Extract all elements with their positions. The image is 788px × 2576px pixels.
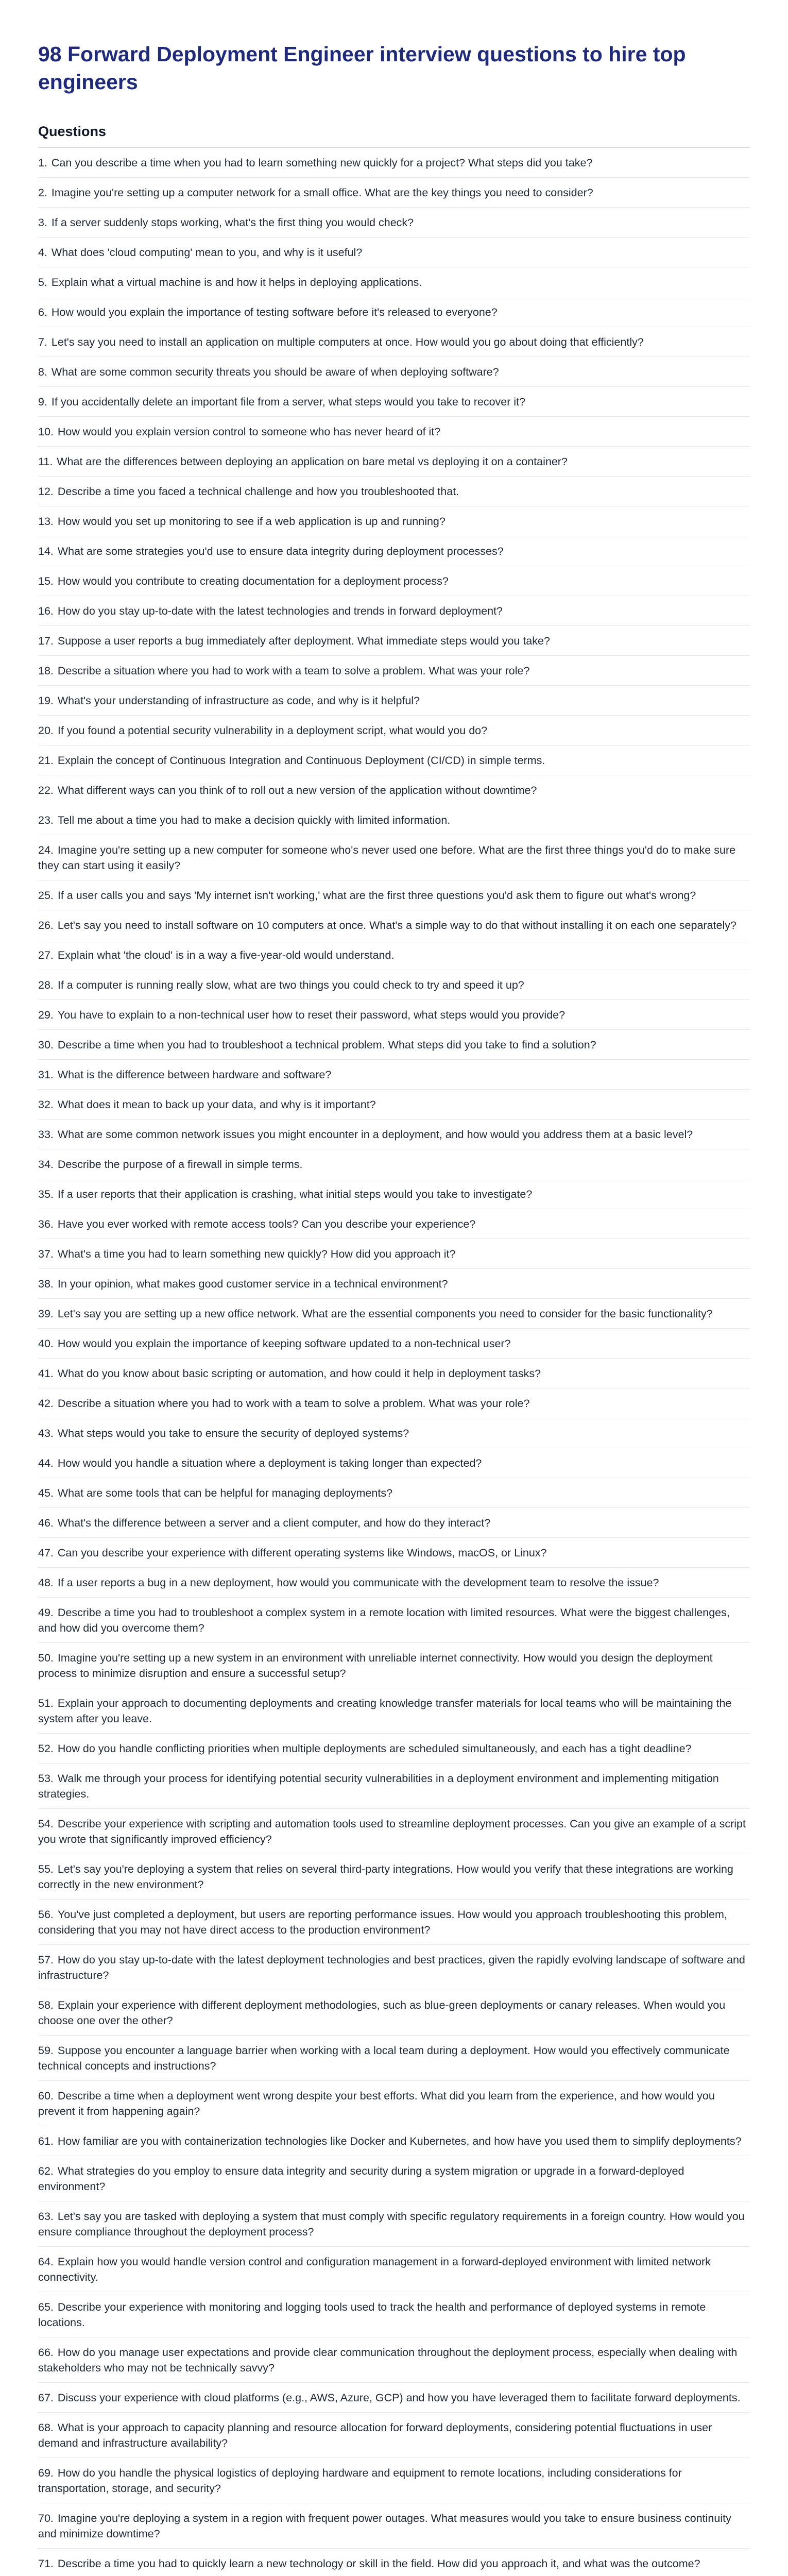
question-text: How would you explain version control to someone who has never heard of it? bbox=[57, 426, 441, 438]
question-text: Describe your experience with scripting and automation tools used to streamline deployment processes. Can you give an example of a script you wrote that significantly improved efficiency? bbox=[38, 1818, 746, 1845]
question-number: 32. bbox=[38, 1098, 57, 1111]
question-number: 2. bbox=[38, 187, 50, 199]
question-number: 22. bbox=[38, 784, 57, 796]
question-number: 28. bbox=[38, 979, 57, 991]
question-item bbox=[38, 2549, 750, 2576]
question-text: Imagine you're setting up a new system in an environment with unreliable internet connectivity. How would you design the deployment process to minimize disruption and ensure a successful setup? bbox=[38, 1652, 713, 1680]
question-item bbox=[38, 1120, 750, 1149]
question-text: If a user calls you and says 'My internet isn't working,' what are the first three questions you'd ask them to figure out what's wrong? bbox=[57, 889, 696, 902]
question-item bbox=[38, 148, 750, 178]
question-text: What strategies do you employ to ensure data integrity and security during a system migration or upgrade in a forward-deployed environment? bbox=[38, 2165, 684, 2193]
question-text: You have to explain to a non-technical user how to reset their password, what steps would you provide? bbox=[57, 1009, 566, 1021]
question-item bbox=[38, 2201, 750, 2247]
question-text: How familiar are you with containerization technologies like Docker and Kubernetes, and how have you used them to simplify deployments? bbox=[57, 2135, 742, 2147]
question-item bbox=[38, 2156, 750, 2201]
question-text: Let's say you're deploying a system that relies on several third-party integrations. How would you verify that these integrations are working correctly in the new environment? bbox=[38, 1863, 733, 1891]
question-number: 37. bbox=[38, 1248, 57, 1260]
question-item bbox=[38, 1359, 750, 1388]
question-item bbox=[38, 656, 750, 686]
question-number: 64. bbox=[38, 2256, 57, 2268]
question-text: What do you know about basic scripting or automation, and how could it help in deployment tasks? bbox=[57, 1367, 541, 1380]
question-text: Let's say you are setting up a new office network. What are the essential components you need to consider for the basic functionality? bbox=[57, 1308, 713, 1320]
question-item bbox=[38, 1269, 750, 1299]
question-text: What does 'cloud computing' mean to you, and why is it useful? bbox=[51, 246, 363, 259]
question-text: Tell me about a time you had to make a decision quickly with limited information. bbox=[57, 814, 451, 826]
question-text: How do you handle the physical logistics of deploying hardware and equipment to remote locations, including considerations for transportation, storage, and security? bbox=[38, 2467, 682, 2495]
question-item bbox=[38, 2337, 750, 2383]
question-item bbox=[38, 835, 750, 880]
question-number: 20. bbox=[38, 724, 57, 737]
question-text: Explain what 'the cloud' is in a way a five-year-old would understand. bbox=[57, 949, 395, 961]
question-number: 45. bbox=[38, 1487, 57, 1499]
question-item bbox=[38, 1209, 750, 1239]
question-text: Have you ever worked with remote access tools? Can you describe your experience? bbox=[57, 1218, 476, 1230]
question-item bbox=[38, 1179, 750, 1209]
question-number: 8. bbox=[38, 366, 50, 378]
question-item bbox=[38, 566, 750, 596]
question-number: 61. bbox=[38, 2135, 57, 2147]
question-text: How would you contribute to creating documentation for a deployment process? bbox=[57, 575, 449, 587]
question-number: 9. bbox=[38, 396, 50, 408]
question-text: What is the difference between hardware and software? bbox=[57, 1069, 332, 1081]
question-text: Describe a time when a deployment went wrong despite your best efforts. What did you learn from the experience, and how would you prevent it from happening again? bbox=[38, 2090, 715, 2117]
question-number: 41. bbox=[38, 1367, 57, 1380]
question-item bbox=[38, 1688, 750, 1734]
question-item bbox=[38, 1900, 750, 1945]
question-number: 18. bbox=[38, 665, 57, 677]
question-item bbox=[38, 880, 750, 910]
question-item bbox=[38, 1854, 750, 1900]
question-item bbox=[38, 447, 750, 477]
question-text: In your opinion, what makes good customer service in a technical environment? bbox=[57, 1278, 448, 1290]
question-item bbox=[38, 1538, 750, 1568]
question-number: 71. bbox=[38, 2557, 57, 2570]
question-number: 58. bbox=[38, 1999, 57, 2011]
question-number: 30. bbox=[38, 1039, 57, 1051]
question-item bbox=[38, 2081, 750, 2126]
question-item bbox=[38, 1568, 750, 1598]
question-text: What are some common security threats you should be aware of when deploying software? bbox=[51, 366, 499, 378]
question-number: 24. bbox=[38, 844, 57, 856]
question-item bbox=[38, 208, 750, 238]
question-number: 65. bbox=[38, 2301, 57, 2313]
question-number: 17. bbox=[38, 635, 57, 647]
question-item bbox=[38, 1239, 750, 1269]
question-number: 6. bbox=[38, 306, 50, 318]
question-number: 47. bbox=[38, 1547, 57, 1559]
question-item bbox=[38, 2503, 750, 2549]
question-number: 44. bbox=[38, 1457, 57, 1469]
question-number: 69. bbox=[38, 2467, 57, 2479]
question-number: 15. bbox=[38, 575, 57, 587]
question-number: 57. bbox=[38, 1954, 57, 1966]
question-text: Describe a time you faced a technical challenge and how you troubleshooted that. bbox=[57, 485, 459, 498]
question-text: What steps would you take to ensure the security of deployed systems? bbox=[57, 1427, 409, 1439]
question-item bbox=[38, 1388, 750, 1418]
question-text: Discuss your experience with cloud platforms (e.g., AWS, Azure, GCP) and how you have leveraged them to facilitate forward deployments. bbox=[57, 2392, 741, 2404]
question-number: 7. bbox=[38, 336, 50, 348]
question-number: 43. bbox=[38, 1427, 57, 1439]
question-number: 53. bbox=[38, 1772, 57, 1785]
question-text: Explain the concept of Continuous Integration and Continuous Deployment (CI/CD) in simple terms. bbox=[57, 754, 545, 767]
question-number: 33. bbox=[38, 1128, 57, 1141]
questions-heading: Questions bbox=[38, 124, 750, 148]
question-number: 56. bbox=[38, 1908, 57, 1921]
question-number: 27. bbox=[38, 949, 57, 961]
question-text: Describe a time you had to troubleshoot a complex system in a remote location with limited resources. What were the biggest challenges, and how did you overcome them? bbox=[38, 1606, 730, 1634]
question-text: Suppose you encounter a language barrier when working with a local team during a deployment. How would you effectively communicate technical concepts and instructions? bbox=[38, 2044, 730, 2072]
question-item bbox=[38, 536, 750, 566]
question-item bbox=[38, 2458, 750, 2503]
question-number: 48. bbox=[38, 1577, 57, 1589]
question-number: 25. bbox=[38, 889, 57, 902]
question-number: 16. bbox=[38, 605, 57, 617]
page-title: 98 Forward Deployment Engineer interview questions to hire top engineers bbox=[38, 42, 686, 94]
question-text: How do you stay up-to-date with the latest technologies and trends in forward deployment? bbox=[57, 605, 503, 617]
question-item bbox=[38, 1478, 750, 1508]
question-number: 68. bbox=[38, 2421, 57, 2434]
question-item bbox=[38, 1090, 750, 1120]
question-item bbox=[38, 745, 750, 775]
question-item bbox=[38, 1418, 750, 1448]
question-item bbox=[38, 178, 750, 208]
question-item bbox=[38, 238, 750, 267]
question-text: How do you manage user expectations and provide clear communication throughout the deployment process, especially when dealing with stakeholders who may not be technically savvy? bbox=[38, 2346, 738, 2374]
question-item bbox=[38, 357, 750, 387]
question-text: Describe your experience with monitoring and logging tools used to track the health and performance of deployed systems in remote locations. bbox=[38, 2301, 706, 2329]
question-item bbox=[38, 417, 750, 447]
question-item bbox=[38, 2126, 750, 2156]
question-number: 66. bbox=[38, 2346, 57, 2359]
question-item bbox=[38, 2413, 750, 2458]
question-item bbox=[38, 940, 750, 970]
question-item bbox=[38, 267, 750, 297]
question-item bbox=[38, 910, 750, 940]
question-number: 39. bbox=[38, 1308, 57, 1320]
question-text: What are some common network issues you might encounter in a deployment, and how would you address them at a basic level? bbox=[57, 1128, 693, 1141]
question-text: How do you stay up-to-date with the latest deployment technologies and best practices, given the rapidly evolving landscape of software and infrastructure? bbox=[38, 1954, 745, 1981]
question-item bbox=[38, 1945, 750, 1990]
question-item bbox=[38, 1060, 750, 1090]
question-item bbox=[38, 775, 750, 805]
question-item bbox=[38, 970, 750, 1000]
question-number: 63. bbox=[38, 2210, 57, 2223]
question-text: Walk me through your process for identifying potential security vulnerabilities in a deployment environment and implementing mitigation strategies. bbox=[38, 1772, 719, 1800]
question-number: 3. bbox=[38, 216, 50, 229]
question-text: If a server suddenly stops working, what's the first thing you would check? bbox=[51, 216, 414, 229]
question-text: Let's say you are tasked with deploying a system that must comply with specific regulatory requirements in a foreign country. How would you ensure compliance throughout the deployment process? bbox=[38, 2210, 745, 2238]
question-number: 67. bbox=[38, 2392, 57, 2404]
question-number: 35. bbox=[38, 1188, 57, 1200]
question-text: Explain your approach to documenting deployments and creating knowledge transfer materials for local teams who will be maintaining the system after you leave. bbox=[38, 1697, 732, 1725]
question-text: How would you explain the importance of testing software before it's released to everyone? bbox=[51, 306, 498, 318]
question-number: 54. bbox=[38, 1818, 57, 1830]
question-text: How would you explain the importance of keeping software updated to a non-technical user? bbox=[57, 1337, 511, 1350]
question-text: If a user reports that their application is crashing, what initial steps would you take to investigate? bbox=[57, 1188, 533, 1200]
question-item bbox=[38, 1149, 750, 1179]
question-text: How would you handle a situation where a deployment is taking longer than expected? bbox=[57, 1457, 482, 1469]
question-number: 51. bbox=[38, 1697, 57, 1709]
question-text: Imagine you're setting up a computer network for a small office. What are the key things you need to consider? bbox=[51, 187, 593, 199]
question-number: 60. bbox=[38, 2090, 57, 2102]
question-number: 14. bbox=[38, 545, 57, 557]
question-text: Imagine you're setting up a new computer for someone who's never used one before. What are the first three things you'd do to make sure they can start using it easily? bbox=[38, 844, 736, 872]
question-number: 62. bbox=[38, 2165, 57, 2177]
question-number: 31. bbox=[38, 1069, 57, 1081]
question-text: What are some tools that can be helpful for managing deployments? bbox=[57, 1487, 393, 1499]
question-item bbox=[38, 1329, 750, 1359]
question-number: 1. bbox=[38, 157, 50, 169]
question-item bbox=[38, 2292, 750, 2337]
question-item bbox=[38, 1448, 750, 1478]
question-number: 38. bbox=[38, 1278, 57, 1290]
question-number: 23. bbox=[38, 814, 57, 826]
question-text: Describe the purpose of a firewall in simple terms. bbox=[57, 1158, 303, 1171]
question-item bbox=[38, 1030, 750, 1060]
question-item bbox=[38, 1000, 750, 1030]
question-text: Describe a situation where you had to work with a team to solve a problem. What was your role? bbox=[57, 1397, 530, 1410]
question-item bbox=[38, 1299, 750, 1329]
question-text: Describe a time when you had to troubleshoot a technical problem. What steps did you take to find a solution? bbox=[57, 1039, 596, 1051]
question-text: Suppose a user reports a bug immediately after deployment. What immediate steps would you take? bbox=[57, 635, 550, 647]
question-item bbox=[38, 596, 750, 626]
question-number: 5. bbox=[38, 276, 50, 289]
question-number: 40. bbox=[38, 1337, 57, 1350]
question-item bbox=[38, 387, 750, 417]
question-item bbox=[38, 506, 750, 536]
question-number: 21. bbox=[38, 754, 57, 767]
question-text: How do you handle conflicting priorities when multiple deployments are scheduled simultaneously, and each has a tight deadline? bbox=[57, 1742, 692, 1755]
question-item bbox=[38, 1809, 750, 1854]
question-item bbox=[38, 686, 750, 716]
question-item bbox=[38, 1508, 750, 1538]
question-text: Describe a situation where you had to work with a team to solve a problem. What was your role? bbox=[57, 665, 530, 677]
question-text: Let's say you need to install an application on multiple computers at once. How would you go about doing that efficiently? bbox=[51, 336, 644, 348]
question-item bbox=[38, 1990, 750, 2036]
question-text: Imagine you're deploying a system in a region with frequent power outages. What measures would you take to ensure business continuity and minimize downtime? bbox=[38, 2512, 731, 2540]
question-number: 52. bbox=[38, 1742, 57, 1755]
question-item bbox=[38, 1734, 750, 1764]
question-number: 4. bbox=[38, 246, 50, 259]
question-item bbox=[38, 477, 750, 506]
question-text: If a user reports a bug in a new deployment, how would you communicate with the development team to resolve the issue? bbox=[57, 1577, 659, 1589]
question-text: If you found a potential security vulnerability in a deployment script, what would you do? bbox=[57, 724, 488, 737]
question-number: 70. bbox=[38, 2512, 57, 2524]
question-number: 34. bbox=[38, 1158, 57, 1171]
question-text: Explain how you would handle version control and configuration management in a forward-deployed environment with limited network connectivity. bbox=[38, 2256, 711, 2283]
question-number: 36. bbox=[38, 1218, 57, 1230]
question-item bbox=[38, 2383, 750, 2413]
question-item bbox=[38, 716, 750, 745]
question-item bbox=[38, 297, 750, 327]
questions-list bbox=[38, 148, 750, 2576]
question-number: 50. bbox=[38, 1652, 57, 1664]
question-number: 19. bbox=[38, 694, 57, 707]
question-item bbox=[38, 805, 750, 835]
question-number: 11. bbox=[38, 455, 56, 468]
question-number: 55. bbox=[38, 1863, 57, 1875]
question-item bbox=[38, 1764, 750, 1809]
question-number: 46. bbox=[38, 1517, 57, 1529]
question-text: Explain what a virtual machine is and how it helps in deploying applications. bbox=[51, 276, 422, 289]
question-text: If a computer is running really slow, what are two things you could check to try and speed it up? bbox=[57, 979, 524, 991]
question-text: Describe a time you had to quickly learn a new technology or skill in the field. How did you approach it, and what was the outcome? bbox=[57, 2557, 700, 2570]
question-text: What's your understanding of infrastructure as code, and why is it helpful? bbox=[57, 694, 420, 707]
question-number: 12. bbox=[38, 485, 57, 498]
question-text: What's a time you had to learn something new quickly? How did you approach it? bbox=[57, 1248, 456, 1260]
question-item bbox=[38, 626, 750, 656]
question-number: 10. bbox=[38, 426, 57, 438]
question-text: Explain your experience with different deployment methodologies, such as blue-green deployments or canary releases. When would you choose one over the other? bbox=[38, 1999, 726, 2027]
question-item bbox=[38, 327, 750, 357]
question-item bbox=[38, 1598, 750, 1643]
question-number: 42. bbox=[38, 1397, 57, 1410]
question-item bbox=[38, 2036, 750, 2081]
question-text: Can you describe a time when you had to learn something new quickly for a project? What steps did you take? bbox=[51, 157, 593, 169]
question-text: What are the differences between deploying an application on bare metal vs deploying it on a container? bbox=[57, 455, 568, 468]
question-number: 13. bbox=[38, 515, 57, 528]
question-text: What different ways can you think of to roll out a new version of the application without downtime? bbox=[57, 784, 537, 796]
question-text: What are some strategies you'd use to ensure data integrity during deployment processes? bbox=[57, 545, 504, 557]
question-text: Let's say you need to install software on 10 computers at once. What's a simple way to do that without installing it on each one separately? bbox=[57, 919, 736, 931]
question-item bbox=[38, 1643, 750, 1688]
question-text: Can you describe your experience with different operating systems like Windows, macOS, or Linux? bbox=[57, 1547, 547, 1559]
question-text: What's the difference between a server and a client computer, and how do they interact? bbox=[57, 1517, 491, 1529]
question-text: You've just completed a deployment, but users are reporting performance issues. How would you approach troubleshooting this problem, considering that you may not have direct access to the production environment? bbox=[38, 1908, 727, 1936]
question-text: What does it mean to back up your data, and why is it important? bbox=[57, 1098, 376, 1111]
question-item bbox=[38, 2247, 750, 2292]
question-text: What is your approach to capacity planning and resource allocation for forward deployments, considering potential fluctuations in user demand and infrastructure availability? bbox=[38, 2421, 712, 2449]
question-number: 29. bbox=[38, 1009, 57, 1021]
question-number: 59. bbox=[38, 2044, 57, 2057]
question-number: 49. bbox=[38, 1606, 57, 1619]
question-text: If you accidentally delete an important file from a server, what steps would you take to recover it? bbox=[51, 396, 526, 408]
question-number: 26. bbox=[38, 919, 57, 931]
question-text: How would you set up monitoring to see if a web application is up and running? bbox=[57, 515, 446, 528]
